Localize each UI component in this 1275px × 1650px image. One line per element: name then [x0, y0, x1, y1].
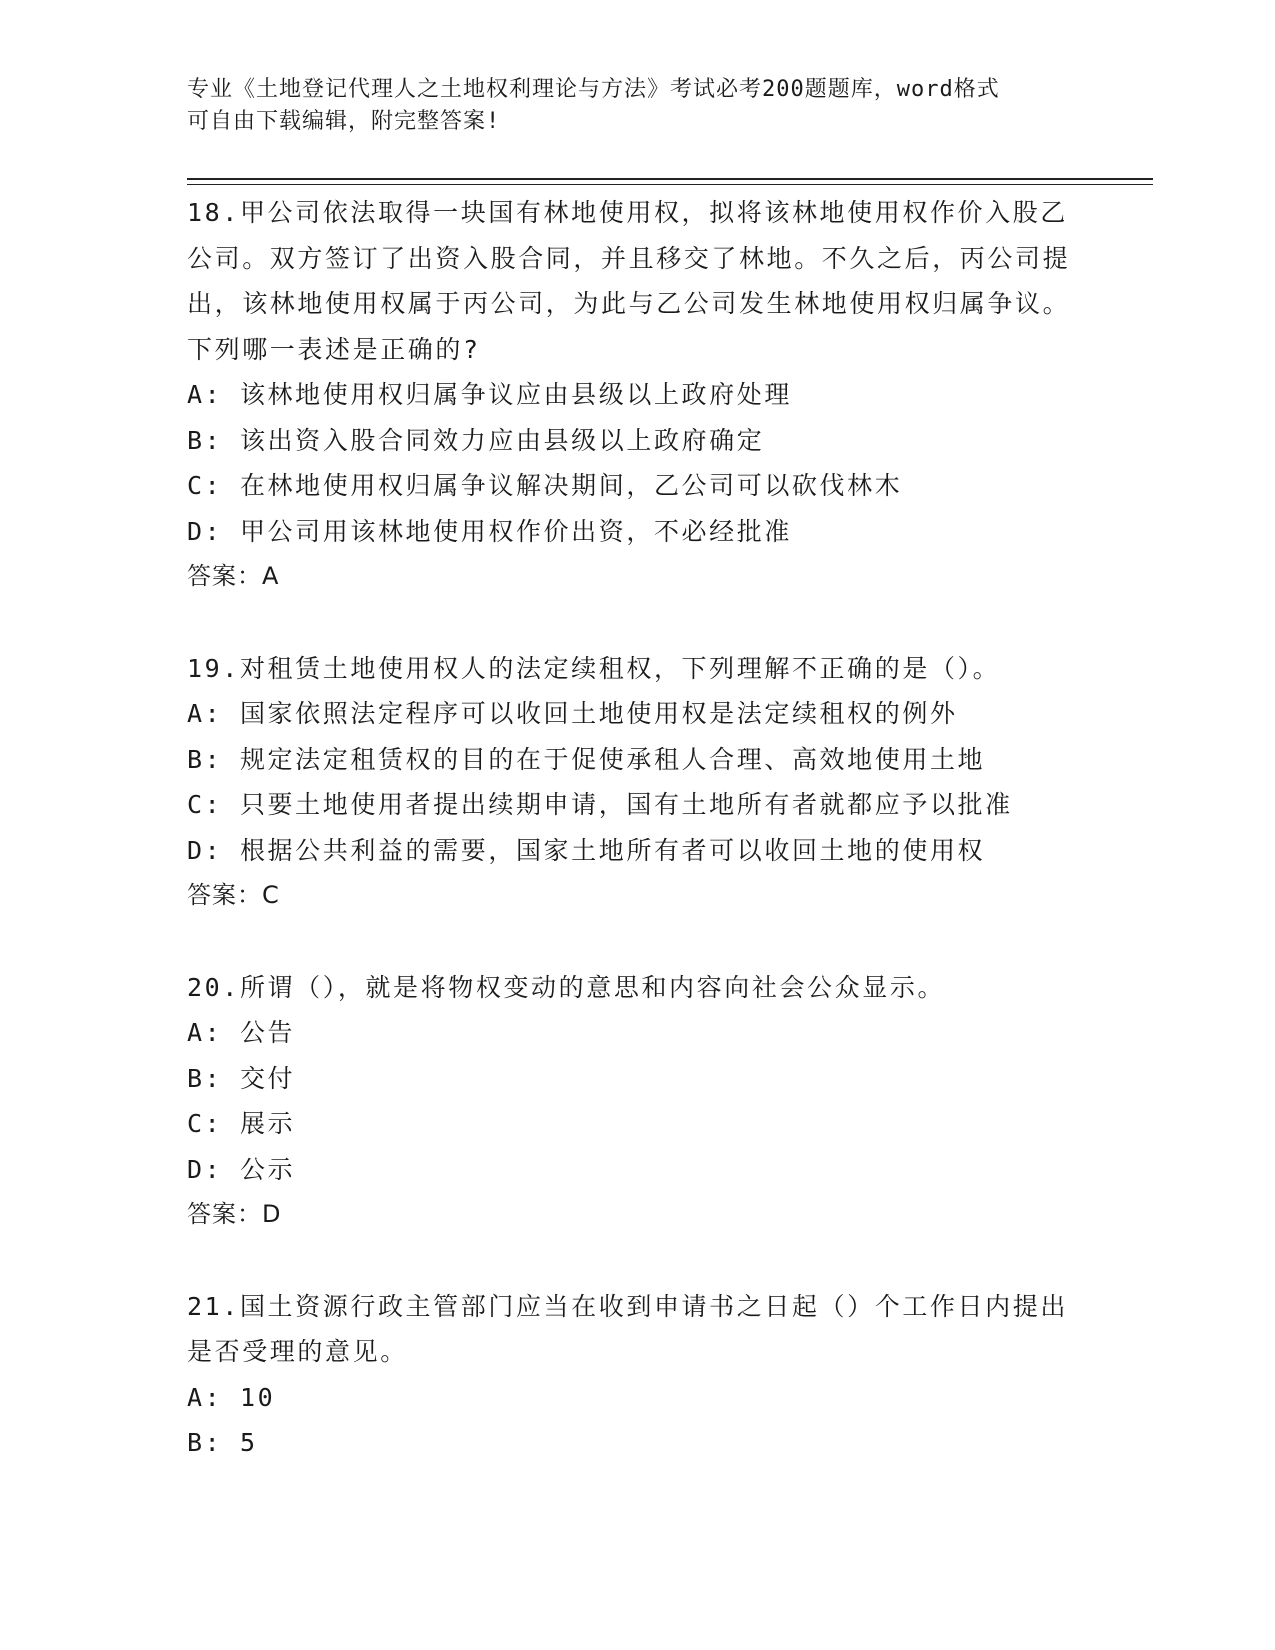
option-a: A: 国家依照法定程序可以收回土地使用权是法定续租权的例外	[187, 699, 958, 728]
option-c: C: 在林地使用权归属争议解决期间，乙公司可以砍伐林木	[187, 471, 903, 500]
option-d: D: 甲公司用该林地使用权作价出资，不必经批准	[187, 516, 792, 546]
option-b: B: 该出资入股合同效力应由县级以上政府确定	[187, 425, 765, 455]
answer: 答案：C	[187, 881, 280, 909]
option-a: A: 10	[187, 1382, 276, 1412]
question-21	[187, 1284, 1087, 1466]
answer: 答案：D	[187, 1200, 282, 1228]
option-b: B: 交付	[187, 1063, 296, 1093]
option-d: D: 公示	[187, 1154, 296, 1184]
question-text: 21.国土资源行政主管部门应当在收到申请书之日起（）个工作日内提出是否受理的意见。	[187, 1291, 1068, 1366]
document-header	[187, 74, 1067, 138]
question-text: 20.所谓（），就是将物权变动的意思和内容向社会公众显示。	[187, 972, 946, 1002]
question-text: 19.对租赁土地使用权人的法定续租权，下列理解不正确的是（）。	[187, 653, 1001, 683]
option-a: A: 公告	[187, 1018, 296, 1047]
option-b: B: 5	[187, 1428, 258, 1457]
header-line-2: 可自由下载编辑，附完整答案!	[187, 109, 501, 134]
question-text: 18.甲公司依法取得一块国有林地使用权，拟将该林地使用权作价入股乙公司。双方签订了出资入股合同，并且移交了林地。不久之后，丙公司提出，该林地使用权属于丙公司，为此与乙公司发生林地使用权归属争议。下列哪一表述是正确的?	[187, 198, 1071, 364]
header-line-1: 专业《土地登记代理人之土地权利理论与方法》考试必考200题题库，word格式	[187, 77, 1000, 102]
question-18	[187, 190, 1087, 600]
header-rule-thick	[187, 178, 1153, 180]
question-19	[187, 646, 1087, 919]
option-c: C: 展示	[187, 1109, 296, 1138]
option-a: A: 该林地使用权归属争议应由县级以上政府处理	[187, 380, 792, 409]
option-b: B: 规定法定租赁权的目的在于促使承租人合理、高效地使用土地	[187, 744, 986, 774]
header-rule-thin	[187, 184, 1153, 185]
question-20	[187, 965, 1087, 1238]
option-d: D: 根据公共利益的需要，国家土地所有者可以收回土地的使用权	[187, 835, 986, 865]
question-list	[187, 190, 1087, 1512]
option-c: C: 只要土地使用者提出续期申请，国有土地所有者就都应予以批准	[187, 790, 1013, 819]
answer: 答案：A	[187, 562, 280, 590]
